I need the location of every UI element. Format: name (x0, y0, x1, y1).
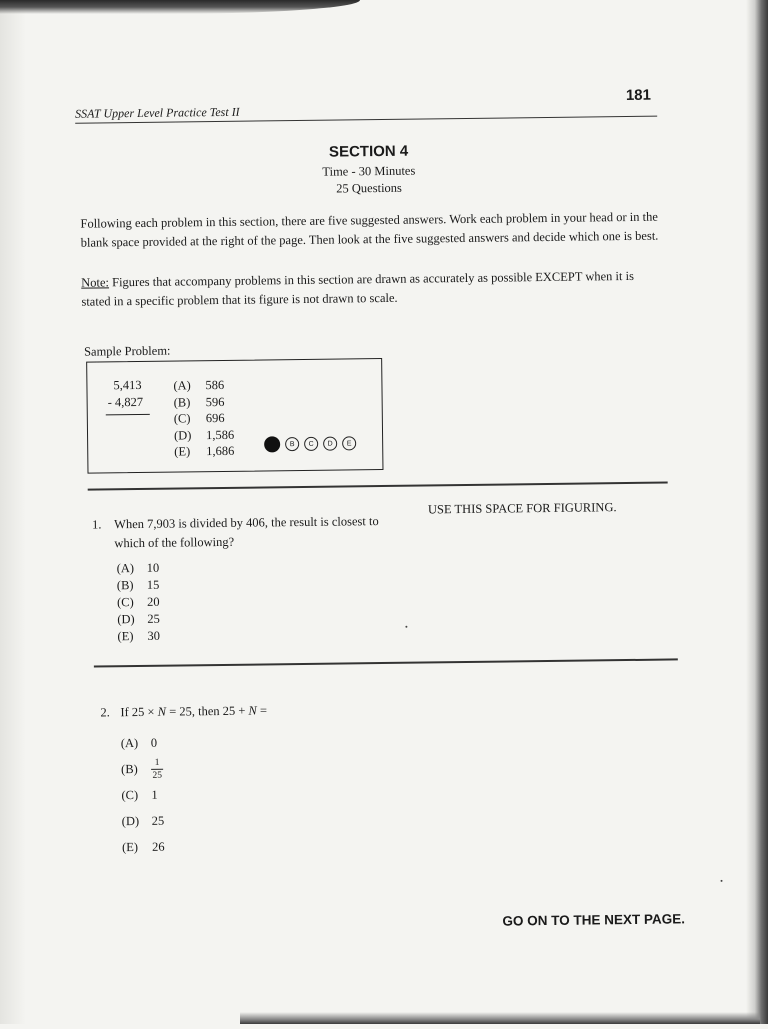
scan-speck (721, 880, 723, 882)
answer-choice: (A) 10 (116, 560, 160, 576)
running-header: SSAT Upper Level Practice Test II (75, 104, 240, 121)
question-1-text: When 7,903 is divided by 406, the result is closest to which of the following? (114, 514, 379, 551)
answer-bubble-e: E (342, 436, 356, 450)
sample-choices (173, 377, 234, 461)
sample-choice: (D) 1,586 (173, 427, 235, 443)
sample-choice: (C) 696 (173, 411, 225, 426)
sample-sum-line (106, 414, 150, 416)
sample-problem-box (86, 358, 383, 474)
section-title: SECTION 4 (328, 142, 409, 161)
sample-problem-label: Sample Problem: (83, 343, 171, 359)
sample-choice: (E) 1,686 (174, 444, 235, 459)
note-label: Note: (81, 275, 110, 290)
question-2-text: 2. If 25 × N = 25, then 25 + N = (100, 703, 268, 720)
figuring-space-label: USE THIS SPACE FOR FIGURING. (427, 500, 617, 517)
answer-choice: (D) 25 (117, 611, 160, 627)
scan-speck (405, 626, 407, 628)
answer-choice: (E) 30 (117, 628, 161, 644)
answer-choice: (A) 0 (120, 735, 158, 750)
fraction-denominator: 25 (152, 770, 163, 781)
page-number: 181 (625, 86, 652, 105)
answer-bubble-c: C (304, 437, 318, 451)
question-1-choices (117, 560, 161, 646)
answer-bubble-d: D (323, 437, 337, 451)
note-paragraph (81, 267, 665, 312)
instructions-paragraph: Following each problem in this section, there are five suggested answers. Work each problem in your head or in the blank space provided at the right of the page. Then look at the five suggested answers and decide which one is best. (80, 209, 659, 250)
note-text: Figures that accompany problems in this section are drawn as accurately as possible EXCEPT when it is stated in a specific problem that its figure is not drawn to scale. (81, 268, 635, 309)
question-2-number: 2. (100, 705, 110, 720)
section-divider (94, 658, 678, 667)
question-1-number: 1. (92, 517, 102, 532)
sample-minuend: 5,413 (113, 377, 142, 393)
section-divider (88, 482, 668, 491)
answer-bubble-b: B (285, 437, 299, 451)
sample-choice: (B) 596 (173, 394, 225, 410)
section-question-count: 25 Questions (336, 180, 402, 196)
answer-choice: (C) 1 (121, 787, 158, 802)
fraction-bar (151, 768, 163, 769)
section-time: Time - 30 Minutes (322, 163, 416, 179)
answer-bubble-a-filled (264, 436, 280, 452)
next-page-footer: GO ON TO THE NEXT PAGE. (502, 911, 686, 929)
sample-choice: (A) 586 (173, 377, 225, 393)
answer-choice: (B) $\frac{1}{25}$ (121, 757, 163, 781)
answer-bubbles (264, 435, 356, 452)
answer-choice: (D) 25 (121, 813, 165, 828)
answer-choice: (E) 26 (121, 839, 165, 854)
answer-choice: (C) 20 (116, 594, 160, 610)
fraction-numerator: 1 (154, 757, 160, 768)
fraction (151, 757, 163, 780)
answer-choice: (B) 15 (116, 577, 160, 593)
question-2-choices (121, 730, 165, 861)
sample-subtrahend: - 4,827 (107, 394, 144, 410)
